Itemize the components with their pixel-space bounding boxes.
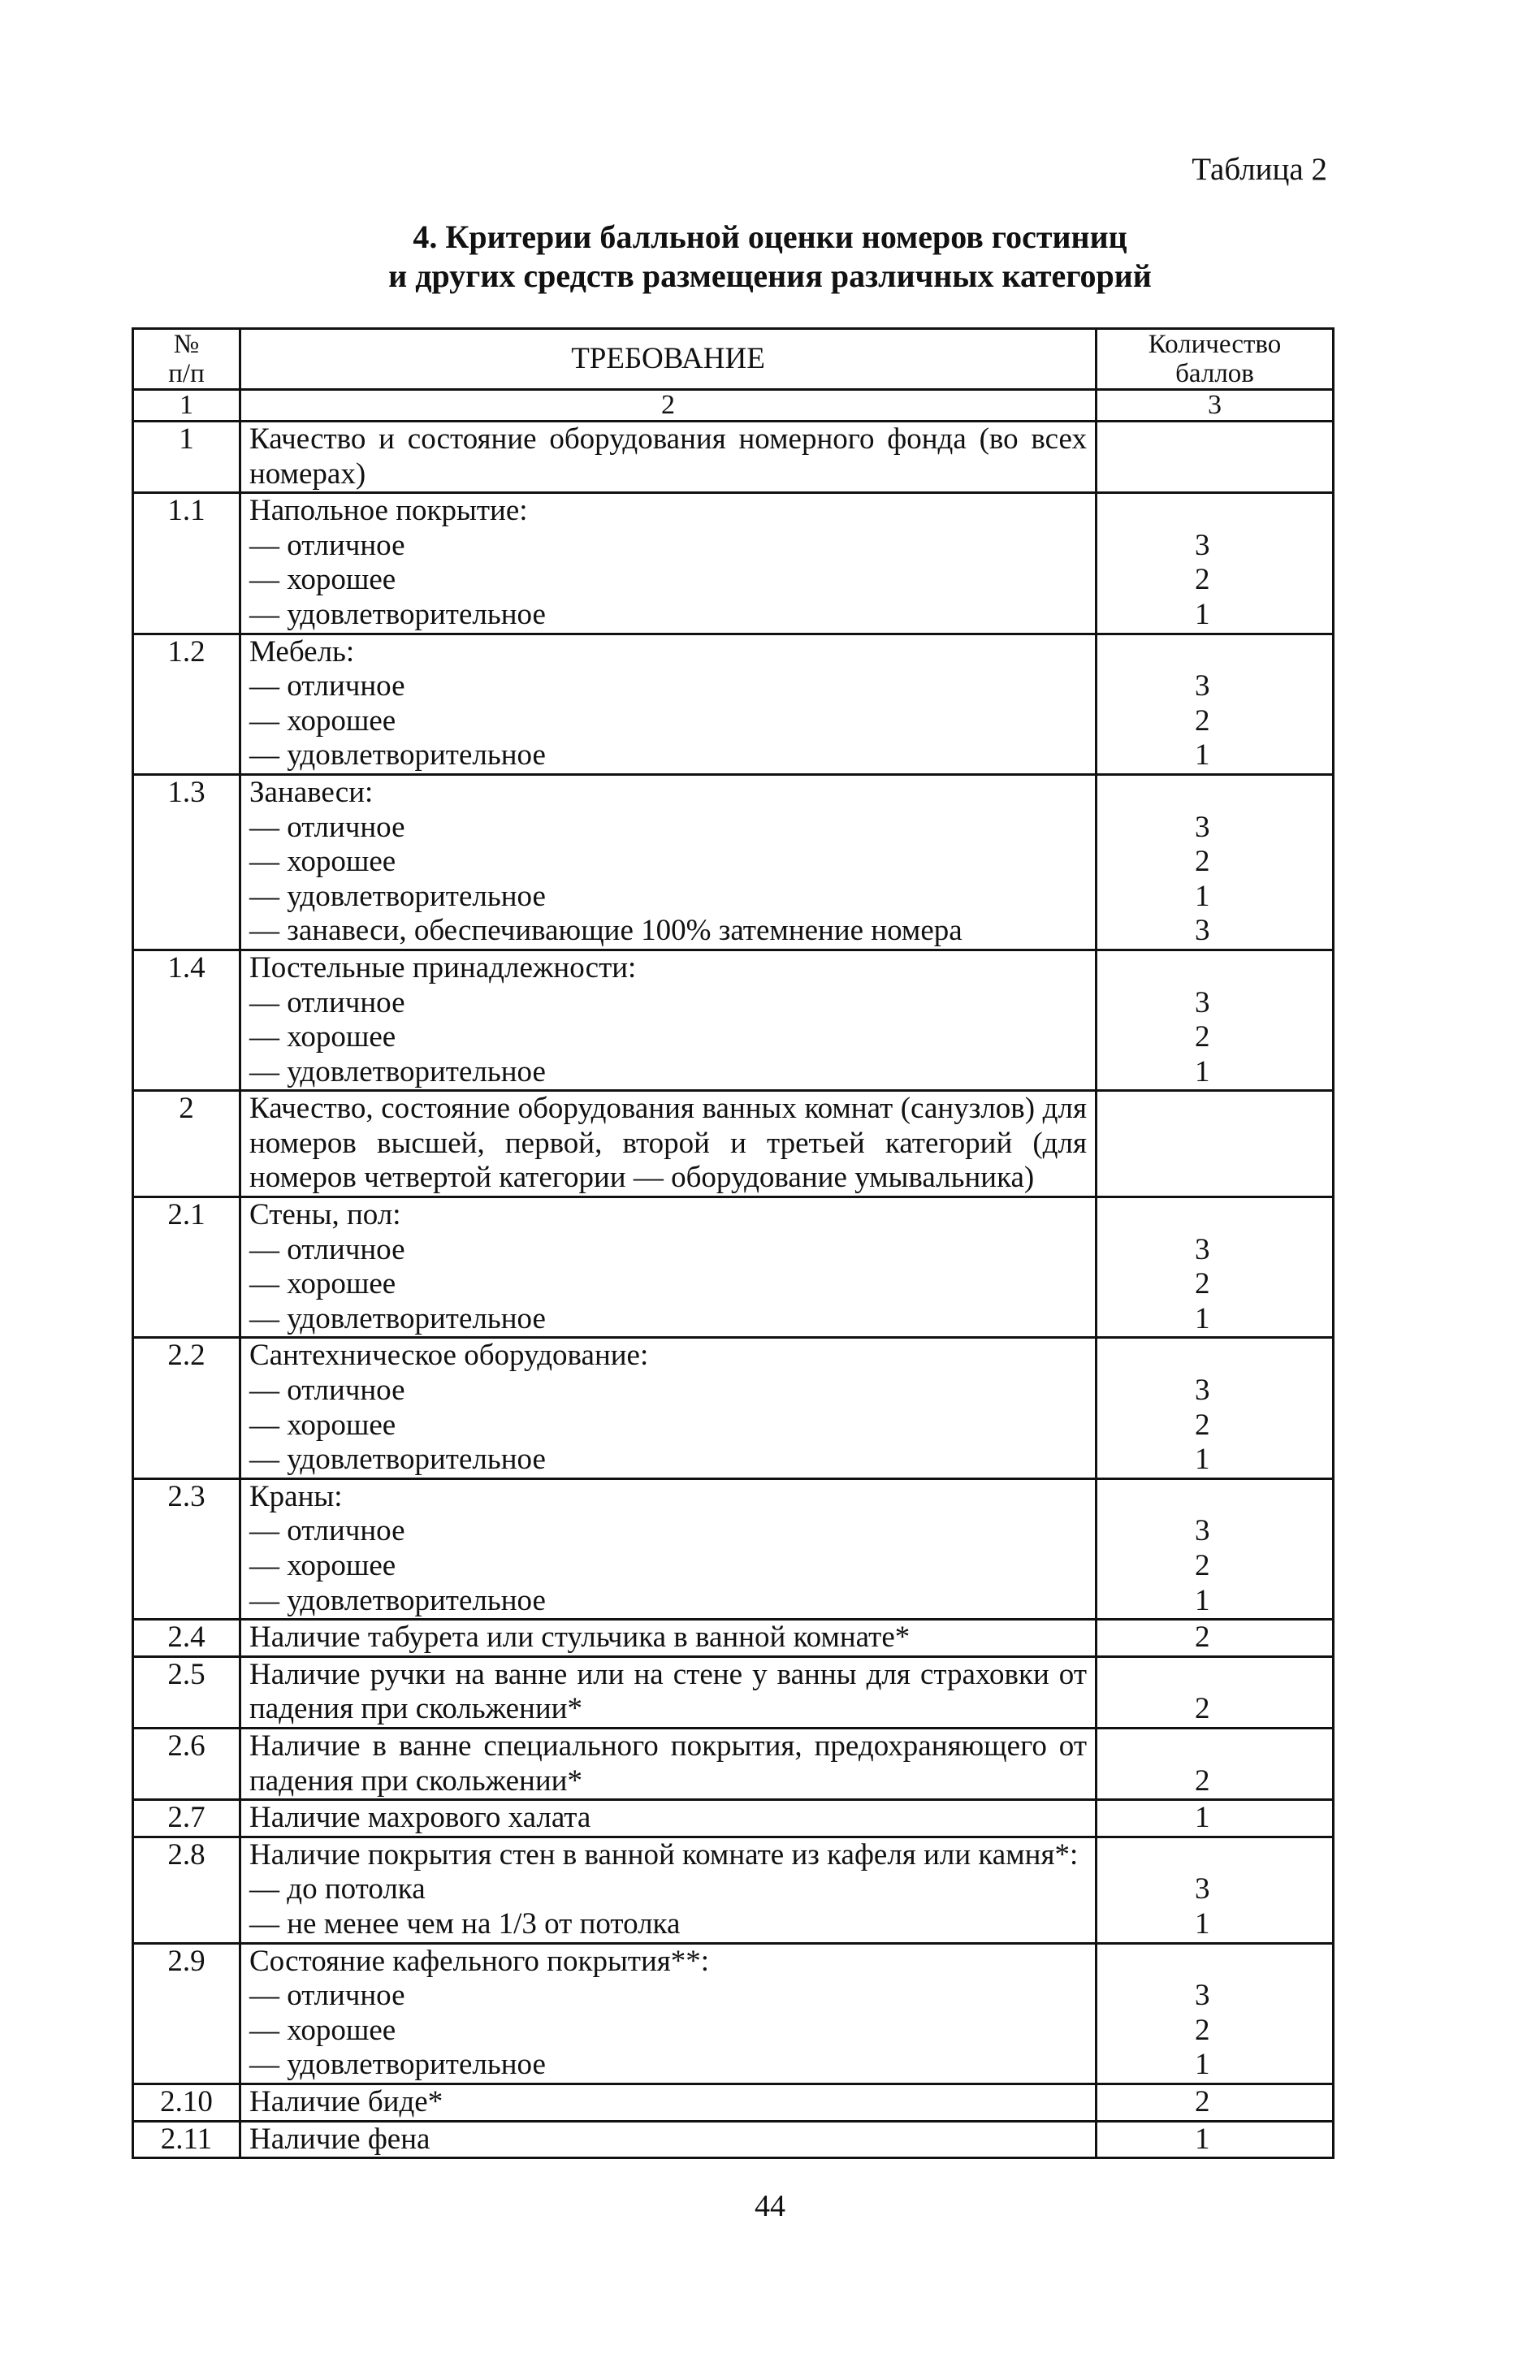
requirement-text: Качество и состояние оборудования номерного фонда (во всех номерах) — [249, 422, 1087, 491]
points-value: 1 — [1195, 1301, 1210, 1335]
table-row — [133, 1478, 1334, 1619]
row-requirement — [240, 1478, 1097, 1619]
row-points — [1097, 1620, 1334, 1657]
table-row — [133, 950, 1334, 1090]
requirement-option: — хорошее — [249, 2013, 396, 2047]
table-label: Таблица 2 — [1192, 152, 1327, 187]
row-points — [1097, 2084, 1334, 2121]
row-number: 2.9 — [133, 1943, 240, 2084]
requirement-text: Постельные принадлежности: — [249, 950, 637, 984]
requirement-option: — хорошее — [249, 1408, 396, 1442]
row-points — [1097, 1091, 1334, 1197]
requirement-text: Наличие биде* — [249, 2084, 443, 2118]
row-number: 2.11 — [133, 2121, 240, 2158]
points-value: 1 — [1195, 1054, 1210, 1088]
column-number-2: 2 — [240, 390, 1097, 422]
requirement-text: Наличие табурета или стульчика в ванной комнате* — [249, 1621, 911, 1655]
row-points — [1097, 1338, 1334, 1478]
table-row — [133, 2121, 1334, 2158]
requirement-option: — хорошее — [249, 1020, 396, 1054]
requirement-option: — до потолка — [249, 1872, 426, 1906]
requirement-text: Наличие покрытия стен в ванной комнате из кафеля или камня*: — [249, 1837, 1079, 1872]
points-value: 2 — [1195, 1549, 1210, 1582]
criteria-table — [132, 327, 1335, 2159]
row-requirement — [240, 634, 1097, 774]
row-requirement — [240, 422, 1097, 493]
points-value: 2 — [1195, 2084, 1210, 2118]
row-points — [1097, 950, 1334, 1090]
requirement-text: Состояние кафельного покрытия**: — [249, 1944, 710, 1978]
requirement-option: — удовлетворительное — [249, 1301, 546, 1335]
row-number: 2.5 — [133, 1656, 240, 1728]
row-number: 1 — [133, 422, 240, 493]
row-number: 1.4 — [133, 950, 240, 1090]
requirement-option: — удовлетворительное — [249, 1054, 546, 1088]
row-points — [1097, 634, 1334, 774]
requirement-option: — удовлетворительное — [249, 879, 546, 913]
row-points — [1097, 1197, 1334, 1338]
table-row — [133, 1620, 1334, 1657]
points-value: 2 — [1195, 845, 1210, 879]
header-points-line2: баллов — [1175, 359, 1254, 388]
table-row — [133, 1197, 1334, 1338]
title-line-2: и других средств размещения различных категорий — [388, 257, 1152, 294]
requirement-text: Наличие фена — [249, 2122, 430, 2156]
table-row — [133, 1800, 1334, 1837]
row-points — [1097, 1656, 1334, 1728]
table-body — [133, 422, 1334, 2158]
row-requirement — [240, 1800, 1097, 1837]
requirement-option: — удовлетворительное — [249, 1443, 546, 1477]
row-number: 2.6 — [133, 1728, 240, 1799]
header-points — [1097, 329, 1334, 390]
requirement-option: — отличное — [249, 669, 405, 703]
points-value: 2 — [1195, 1621, 1210, 1655]
row-requirement — [240, 1837, 1097, 1943]
requirement-text: Наличие ручки на ванне или на стене у ванны для страховки от падения при скольжении* — [249, 1657, 1087, 1726]
requirement-text: Стены, пол: — [249, 1198, 401, 1232]
points-value: 1 — [1195, 597, 1210, 631]
requirement-option: — отличное — [249, 1374, 405, 1408]
points-value: 1 — [1195, 2122, 1210, 2156]
points-value: 3 — [1195, 985, 1210, 1019]
points-value: 1 — [1195, 1583, 1210, 1617]
row-requirement — [240, 1091, 1097, 1197]
points-value: 3 — [1195, 1514, 1210, 1548]
requirement-text: Напольное покрытие: — [249, 494, 528, 528]
row-points — [1097, 422, 1334, 493]
title-line-1: 4. Критерии балльной оценки номеров гостиниц — [413, 219, 1127, 255]
points-value: 2 — [1195, 1763, 1210, 1798]
points-value: 3 — [1195, 1979, 1210, 2013]
points-value: 2 — [1195, 1692, 1210, 1726]
page-title — [0, 218, 1540, 296]
points-value: 3 — [1195, 1872, 1210, 1906]
table-row — [133, 1837, 1334, 1943]
requirement-option: — не менее чем на 1/3 от потолка — [249, 1906, 681, 1941]
table-row — [133, 422, 1334, 493]
column-number-3: 3 — [1097, 390, 1334, 422]
points-value: 1 — [1195, 879, 1210, 913]
row-number: 1.2 — [133, 634, 240, 774]
row-points — [1097, 1478, 1334, 1619]
points-value: 3 — [1195, 528, 1210, 562]
requirement-text: Сантехническое оборудование: — [249, 1339, 649, 1373]
requirement-text: Занавеси: — [249, 775, 374, 809]
requirement-option: — хорошее — [249, 1267, 396, 1301]
row-number: 2.10 — [133, 2084, 240, 2121]
table-row — [133, 1943, 1334, 2084]
row-points — [1097, 2121, 1334, 2158]
requirement-text: Наличие в ванне специального покрытия, предохраняющего от падения при скольжении* — [249, 1729, 1087, 1798]
requirement-option: — отличное — [249, 1514, 405, 1548]
row-requirement — [240, 493, 1097, 634]
points-value: 3 — [1195, 914, 1210, 948]
table-row — [133, 493, 1334, 634]
requirement-option: — занавеси, обеспечивающие 100% затемнение номера — [249, 914, 962, 948]
points-value: 2 — [1195, 563, 1210, 597]
requirement-option: — хорошее — [249, 563, 396, 597]
row-requirement — [240, 2084, 1097, 2121]
requirement-option: — отличное — [249, 810, 405, 844]
points-value: 2 — [1195, 703, 1210, 738]
table-row — [133, 1338, 1334, 1478]
row-number: 2.1 — [133, 1197, 240, 1338]
row-points — [1097, 774, 1334, 950]
points-value: 2 — [1195, 1408, 1210, 1442]
table-row — [133, 634, 1334, 774]
points-value: 1 — [1195, 1801, 1210, 1835]
points-value: 3 — [1195, 810, 1210, 844]
row-number: 1.1 — [133, 493, 240, 634]
header-number-line2: п/п — [168, 359, 205, 388]
requirement-option: — отличное — [249, 528, 405, 562]
requirement-option: — удовлетворительное — [249, 2048, 546, 2082]
table-row — [133, 1728, 1334, 1799]
row-requirement — [240, 1197, 1097, 1338]
header-points-line1: Количество — [1148, 330, 1282, 359]
table-row — [133, 774, 1334, 950]
row-points — [1097, 1800, 1334, 1837]
requirement-option: — хорошее — [249, 845, 396, 879]
requirement-option: — удовлетворительное — [249, 738, 546, 772]
row-requirement — [240, 774, 1097, 950]
requirement-text: Качество, состояние оборудования ванных комнат (санузлов) для номеров высшей, первой, второй и третьей категорий (для номеров четвертой категории — оборудование умывальника) — [249, 1092, 1087, 1195]
table-header-row — [133, 329, 1334, 390]
points-value: 2 — [1195, 1020, 1210, 1054]
row-points — [1097, 1943, 1334, 2084]
row-requirement — [240, 1656, 1097, 1728]
table-row — [133, 1091, 1334, 1197]
row-requirement — [240, 950, 1097, 1090]
row-number: 2.7 — [133, 1800, 240, 1837]
requirement-option: — отличное — [249, 985, 405, 1019]
points-value: 3 — [1195, 669, 1210, 703]
header-requirement: ТРЕБОВАНИЕ — [240, 329, 1097, 390]
requirement-option: — отличное — [249, 1979, 405, 2013]
requirement-option: — хорошее — [249, 703, 396, 738]
row-number: 2.3 — [133, 1478, 240, 1619]
page-number: 44 — [755, 2189, 785, 2223]
row-number: 2.8 — [133, 1837, 240, 1943]
requirement-option: — удовлетворительное — [249, 597, 546, 631]
row-requirement — [240, 1943, 1097, 2084]
requirement-option: — удовлетворительное — [249, 1583, 546, 1617]
points-value: 3 — [1195, 1232, 1210, 1266]
requirement-text: Краны: — [249, 1479, 343, 1513]
requirement-text: Мебель: — [249, 634, 355, 669]
row-points — [1097, 1837, 1334, 1943]
table-row — [133, 2084, 1334, 2121]
points-value: 2 — [1195, 1267, 1210, 1301]
column-numbers-row — [133, 390, 1334, 422]
row-requirement — [240, 1728, 1097, 1799]
row-requirement — [240, 2121, 1097, 2158]
row-number: 2 — [133, 1091, 240, 1197]
points-value: 1 — [1195, 738, 1210, 772]
row-number: 1.3 — [133, 774, 240, 950]
row-points — [1097, 493, 1334, 634]
points-value: 1 — [1195, 2048, 1210, 2082]
row-requirement — [240, 1620, 1097, 1657]
points-value: 2 — [1195, 2013, 1210, 2047]
points-value: 3 — [1195, 1374, 1210, 1408]
points-value: 1 — [1195, 1443, 1210, 1477]
requirement-option: — хорошее — [249, 1549, 396, 1582]
header-number-line1: № — [173, 330, 200, 359]
row-points — [1097, 1728, 1334, 1799]
requirement-text: Наличие махрового халата — [249, 1801, 591, 1835]
row-number: 2.4 — [133, 1620, 240, 1657]
row-number: 2.2 — [133, 1338, 240, 1478]
header-number — [133, 329, 240, 390]
requirement-option: — отличное — [249, 1232, 405, 1266]
table-row — [133, 1656, 1334, 1728]
row-requirement — [240, 1338, 1097, 1478]
points-value: 1 — [1195, 1906, 1210, 1941]
column-number-1: 1 — [133, 390, 240, 422]
